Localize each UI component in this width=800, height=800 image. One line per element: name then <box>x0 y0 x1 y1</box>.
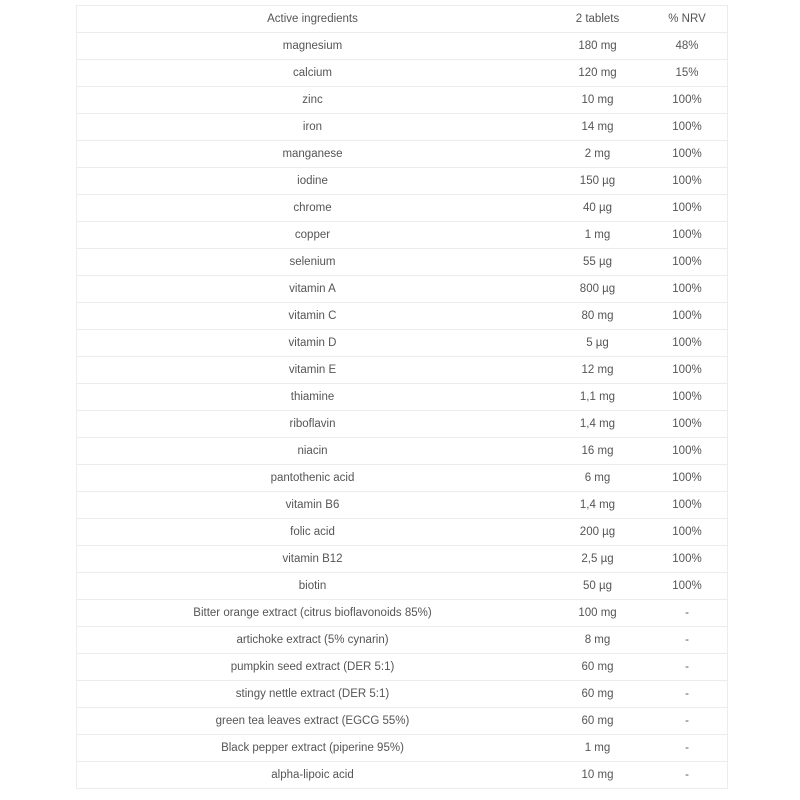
ingredient-nrv: 100% <box>672 499 702 511</box>
ingredient-name: zinc <box>302 94 323 106</box>
table-row <box>77 141 727 168</box>
ingredient-amount: 60 mg <box>581 715 614 727</box>
ingredient-nrv: - <box>685 742 689 754</box>
ingredient-amount: 40 µg <box>582 202 612 214</box>
ingredient-name: calcium <box>293 67 332 79</box>
header-amount: 2 tablets <box>575 13 620 25</box>
ingredient-nrv: - <box>685 769 689 781</box>
table-row <box>77 384 727 411</box>
table-row <box>77 600 727 627</box>
table-row <box>77 573 727 600</box>
ingredient-nrv: 100% <box>672 364 702 376</box>
ingredient-amount: 1 mg <box>584 742 611 754</box>
ingredient-amount: 80 mg <box>581 310 614 322</box>
table-row <box>77 546 727 573</box>
ingredient-nrv: 100% <box>672 283 702 295</box>
ingredient-name: chrome <box>293 202 332 214</box>
ingredient-name: green tea leaves extract (EGCG 55%) <box>215 715 410 727</box>
ingredient-name: vitamin E <box>288 364 337 376</box>
ingredient-amount: 10 mg <box>581 769 614 781</box>
table-row <box>77 465 727 492</box>
ingredient-nrv: 100% <box>672 445 702 457</box>
table-header-row <box>77 6 727 33</box>
ingredient-amount: 180 mg <box>578 40 617 52</box>
table-row <box>77 222 727 249</box>
ingredients-table <box>76 5 728 789</box>
table-row <box>77 249 727 276</box>
table-row <box>77 357 727 384</box>
ingredient-amount: 800 µg <box>579 283 616 295</box>
ingredient-name: iron <box>302 121 323 133</box>
ingredient-name: vitamin C <box>288 310 337 322</box>
ingredient-amount: 10 mg <box>581 94 614 106</box>
ingredient-amount: 1,4 mg <box>579 499 616 511</box>
ingredient-amount: 1,1 mg <box>579 391 616 403</box>
ingredient-name: manganese <box>282 148 343 160</box>
ingredient-nrv: 100% <box>672 229 702 241</box>
ingredient-amount: 14 mg <box>581 121 614 133</box>
ingredient-nrv: 100% <box>672 472 702 484</box>
ingredient-nrv: 100% <box>672 202 702 214</box>
ingredient-name: Bitter orange extract (citrus bioflavonoids 85%) <box>193 607 432 619</box>
ingredient-nrv: 100% <box>672 310 702 322</box>
ingredient-name: folic acid <box>290 526 335 538</box>
table-row <box>77 33 727 60</box>
ingredient-nrv: 100% <box>672 148 702 160</box>
ingredient-name: riboflavin <box>289 418 336 430</box>
table-row <box>77 60 727 87</box>
ingredient-nrv: 100% <box>672 553 702 565</box>
ingredient-name: thiamine <box>290 391 335 403</box>
ingredient-nrv: 100% <box>672 418 702 430</box>
ingredient-nrv: - <box>685 715 689 727</box>
ingredient-name: pumpkin seed extract (DER 5:1) <box>230 661 395 673</box>
ingredient-amount: 1 mg <box>584 229 611 241</box>
ingredient-amount: 50 µg <box>582 580 612 592</box>
table-row <box>77 735 727 762</box>
ingredient-amount: 2,5 µg <box>581 553 614 565</box>
ingredient-nrv: 100% <box>672 391 702 403</box>
header-nrv: % NRV <box>668 13 706 25</box>
ingredient-name: pantothenic acid <box>270 472 355 484</box>
ingredient-amount: 2 mg <box>584 148 611 160</box>
ingredient-amount: 60 mg <box>581 688 614 700</box>
ingredient-nrv: 100% <box>672 121 702 133</box>
table-row <box>77 411 727 438</box>
ingredient-amount: 120 mg <box>578 67 617 79</box>
header-ingredients: Active ingredients <box>267 13 358 25</box>
ingredient-amount: 6 mg <box>584 472 611 484</box>
table-row <box>77 492 727 519</box>
table-row <box>77 168 727 195</box>
ingredient-name: vitamin B12 <box>282 553 343 565</box>
ingredient-name: alpha-lipoic acid <box>271 769 354 781</box>
table-row <box>77 330 727 357</box>
ingredient-nrv: - <box>685 634 689 646</box>
table-row <box>77 708 727 735</box>
table-row <box>77 276 727 303</box>
ingredient-nrv: 15% <box>675 67 699 79</box>
ingredient-name: biotin <box>298 580 327 592</box>
table-row <box>77 762 727 789</box>
ingredient-amount: 55 µg <box>582 256 612 268</box>
ingredient-nrv: - <box>685 661 689 673</box>
ingredient-amount: 150 µg <box>579 175 616 187</box>
table-row <box>77 303 727 330</box>
ingredient-nrv: 100% <box>672 526 702 538</box>
ingredient-name: artichoke extract (5% cynarin) <box>236 634 389 646</box>
ingredient-nrv: 100% <box>672 256 702 268</box>
ingredient-name: Black pepper extract (piperine 95%) <box>221 742 404 754</box>
table-row <box>77 195 727 222</box>
ingredient-amount: 16 mg <box>581 445 614 457</box>
ingredient-name: vitamin B6 <box>285 499 340 511</box>
ingredient-name: copper <box>294 229 331 241</box>
ingredient-name: selenium <box>289 256 336 268</box>
table-row <box>77 654 727 681</box>
table-row <box>77 87 727 114</box>
ingredient-name: vitamin A <box>289 283 336 295</box>
table-row <box>77 519 727 546</box>
ingredient-name: vitamin D <box>288 337 337 349</box>
ingredient-nrv: - <box>685 607 689 619</box>
table-row <box>77 627 727 654</box>
ingredient-nrv: 48% <box>675 40 699 52</box>
ingredient-amount: 200 µg <box>579 526 616 538</box>
ingredient-nrv: 100% <box>672 175 702 187</box>
ingredient-amount: 60 mg <box>581 661 614 673</box>
table-row <box>77 681 727 708</box>
ingredient-name: stingy nettle extract (DER 5:1) <box>235 688 390 700</box>
ingredient-amount: 5 µg <box>586 337 609 349</box>
ingredient-amount: 12 mg <box>581 364 614 376</box>
ingredient-nrv: 100% <box>672 94 702 106</box>
table-row <box>77 114 727 141</box>
ingredient-amount: 1,4 mg <box>579 418 616 430</box>
table-body <box>77 33 727 789</box>
ingredient-name: magnesium <box>282 40 343 52</box>
ingredient-nrv: 100% <box>672 337 702 349</box>
ingredient-nrv: - <box>685 688 689 700</box>
table-row <box>77 438 727 465</box>
ingredient-name: niacin <box>297 445 328 457</box>
ingredient-amount: 100 mg <box>578 607 617 619</box>
ingredient-name: iodine <box>297 175 328 187</box>
ingredient-amount: 8 mg <box>584 634 611 646</box>
ingredient-nrv: 100% <box>672 580 702 592</box>
